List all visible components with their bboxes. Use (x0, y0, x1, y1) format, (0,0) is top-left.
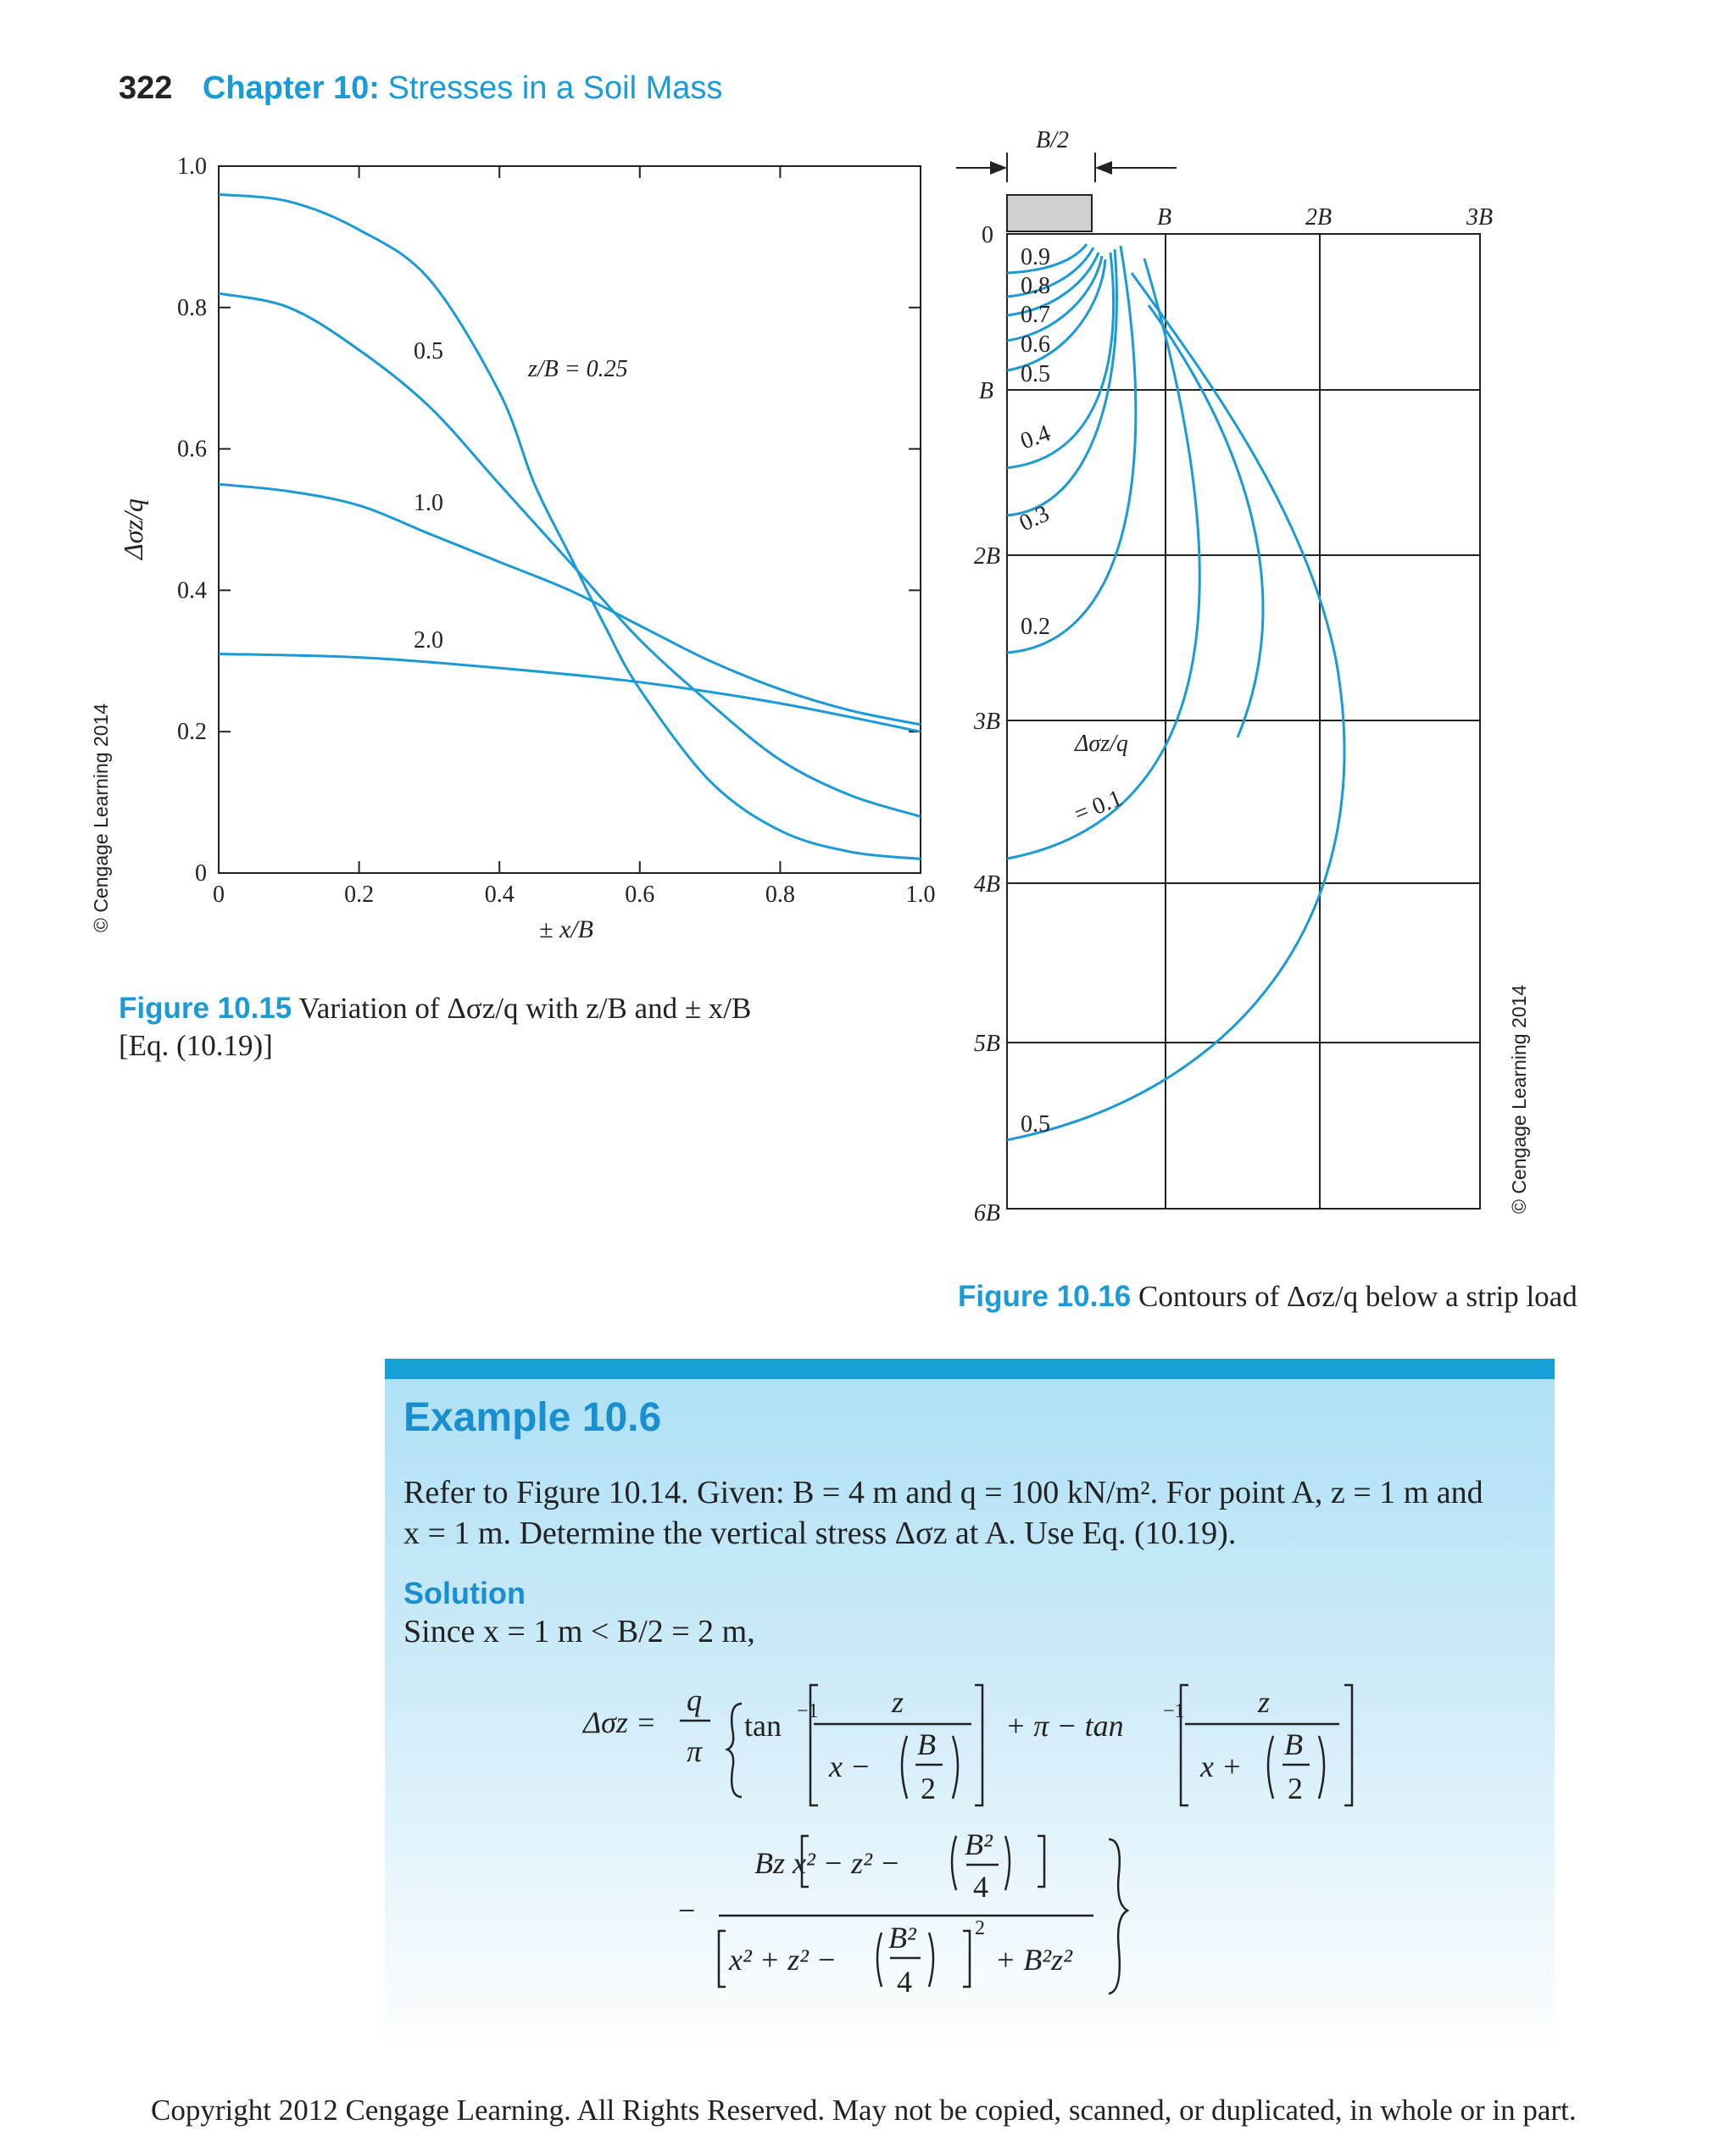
contour-deep-label: 0.5 (1021, 1111, 1050, 1137)
eq-plus-pi-minus: + π − tan (1005, 1709, 1124, 1743)
series-label-0-5: 0.5 (414, 338, 443, 364)
eq-z-1: z (892, 1685, 904, 1719)
contour-mid-label-2: = 0.1 (1071, 785, 1127, 828)
eq-inv-2: −1 (1163, 1700, 1185, 1722)
x-tick-label: 0.4 (484, 882, 515, 908)
eq-b-2: B (1284, 1727, 1303, 1761)
fig15-caption-line2: [Eq. (10.19)] (119, 1029, 273, 1062)
eq-z-2: z (1258, 1685, 1271, 1719)
example-title: Example 10.6 (403, 1395, 662, 1440)
row-label-3b: 3B (973, 709, 1000, 735)
col-label-b: B (1157, 204, 1172, 231)
fig16-caption-label: Figure 10.16 (958, 1280, 1132, 1313)
x-tick-label: 0.8 (765, 882, 795, 908)
eq-two-1: 2 (921, 1772, 936, 1805)
eq-tan-1: tan (744, 1709, 782, 1743)
eq-sq: 2 (975, 1917, 985, 1939)
contour-label-0-5: 0.5 (1021, 361, 1050, 387)
fig15-copyright: © Cengage Learning 2014 (90, 703, 112, 932)
x-axis-label: ± x/B (539, 915, 593, 943)
eq-pi: π (687, 1734, 703, 1768)
contour-label-0-9: 0.9 (1021, 244, 1050, 270)
row-label-5b: 5B (973, 1031, 1000, 1057)
x-tick-label: 0 (213, 882, 225, 908)
eq-den2b: + B²z² (995, 1943, 1072, 1977)
eq-inv-1: −1 (797, 1700, 819, 1722)
series-label-2-0: 2.0 (414, 627, 443, 654)
row-label-b: B (978, 378, 993, 404)
x-tick-label: 0.6 (625, 882, 655, 908)
contour-label-0-8: 0.8 (1021, 273, 1050, 299)
eq-xminus: x − (829, 1749, 871, 1783)
y-axis-label: Δσz/q (118, 498, 148, 559)
series-label-1-0: 1.0 (414, 490, 443, 516)
example-text-line-1: Refer to Figure 10.14. Given: B = 4 m and q = 100 kN/m². For point A, z = 1 m and (403, 1475, 1483, 1510)
col-label-2b: 2B (1305, 204, 1333, 231)
eq-four-2: 4 (897, 1965, 912, 1999)
fig15-caption-text: Variation of Δσz/q with z/B and ± x/B (298, 992, 752, 1025)
chapter-title: Stresses in a Soil Mass (387, 70, 723, 106)
y-tick-label: 0.4 (177, 577, 207, 604)
eq-num2: Bz x² − z² − (754, 1846, 901, 1880)
eq-xplus: x + (1200, 1749, 1243, 1783)
page-number: 322 (119, 70, 173, 106)
col-label-3b: 3B (1466, 204, 1494, 231)
y-tick-label: 0.8 (177, 294, 207, 321)
eq-four-1: 4 (973, 1870, 988, 1904)
series-label-0-25: z/B = 0.25 (528, 356, 628, 382)
x-tick-label: 1.0 (905, 882, 936, 908)
eq-b2-1: B² (965, 1827, 993, 1861)
contour-label-0-2: 0.2 (1021, 614, 1050, 640)
row-label-6b: 6B (973, 1200, 1000, 1226)
contour-mid-label-1: Δσz/q (1075, 731, 1128, 757)
eq-q: q (687, 1683, 702, 1717)
y-tick-label: 1.0 (177, 153, 207, 180)
contour-label-0-4: 0.4 (1016, 420, 1054, 455)
eq-two-2: 2 (1288, 1772, 1303, 1805)
y-tick-label: 0.2 (177, 719, 207, 746)
contour-label-0-7: 0.7 (1021, 302, 1050, 328)
eq-lhs: Δσz = (583, 1705, 657, 1739)
contour-label-0-6: 0.6 (1021, 331, 1050, 358)
solution-label: Solution (403, 1576, 526, 1610)
solution-text: Since x = 1 m < B/2 = 2 m, (403, 1614, 755, 1649)
row-label-2b: 2B (973, 543, 1000, 570)
fig16-caption-text: Contours of Δσz/q below a strip load (1138, 1280, 1577, 1313)
fig15-caption-label: Figure 10.15 (119, 992, 292, 1025)
eq-b-1: B (917, 1727, 936, 1761)
x-tick-label: 0.2 (344, 882, 375, 908)
contour-label-0-3: 0.3 (1015, 500, 1054, 537)
y-tick-label: 0 (195, 860, 207, 887)
chapter-label: Chapter 10: (202, 70, 380, 106)
b-half-label: B/2 (1036, 127, 1069, 153)
eq-b2-2: B² (888, 1921, 916, 1955)
y-tick-label: 0.6 (177, 436, 207, 463)
eq-den2a: x² + z² − (729, 1943, 837, 1977)
eq-minus: − (678, 1894, 696, 1927)
row-label-4b: 4B (973, 871, 1000, 898)
row-label-0: 0 (982, 222, 993, 248)
footer: Copyright 2012 Cengage Learning. All Rights Reserved. May not be copied, scanned, or duplicated, in whole or in part. (151, 2094, 1577, 2127)
fig16-copyright: © Cengage Learning 2014 (1508, 984, 1530, 1214)
example-text-line-2: x = 1 m. Determine the vertical stress Δσz at A. Use Eq. (10.19). (403, 1516, 1237, 1551)
